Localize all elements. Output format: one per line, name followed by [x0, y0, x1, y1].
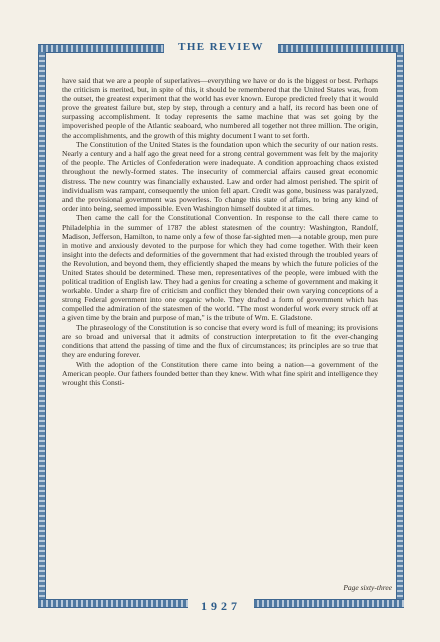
- paragraph-4: The phraseology of the Constitution is so concise that every word is full of meaning; its provisions are so broad and universal that it admits of construction interpretation to fit the ever-changing conditions that attend the passing of time and the flux of circumstances; its principles are so true that they are enduring forever.: [62, 323, 378, 360]
- border-right: [396, 52, 404, 600]
- footer-year: 1927: [201, 599, 241, 613]
- article-body: [62, 76, 378, 387]
- paragraph-2: The Constitution of the United States is the foundation upon which the security of our nation rests. Nearly a century and a half ago the great need for a strong central government was felt by the majority of the people. The Articles of Confederation were inadequate. A condition approaching chaos existed throughout the newly-formed states. The insecurity of commercial affairs caused great economic distress. The new country was financially exhausted. Law and order had almost perished. The spirit of individualism was rampant, consequently the union fell apart. Credit was gone, business was paralyzed, and the provisional government was powerless. To change this state of affairs, to bring any kind of order into being, seemed impossible. Even Washington himself doubted it at times.: [62, 140, 378, 213]
- page-title: THE REVIEW: [178, 41, 264, 53]
- paragraph-1: have said that we are a people of superlatives—everything we have or do is the biggest or best. Perhaps the criticism is merited, but, in spite of this, it should be remembered that the United States was, from the outset, the greatest experiment that the world has ever known. Europe predicted freely that it would prove the greatest failure but, step by step, through a century and a half, its record has been one of surpassing accomplishment. It today represents the same machine that was set going by the impoverished people of the Atlantic seaboard, who numbered all together not three million. The origin, the accomplishments, and the growth of this mighty document I want to set forth.: [62, 76, 378, 140]
- page-number: Page sixty-three: [343, 583, 392, 592]
- paragraph-5: With the adoption of the Constitution there came into being a nation—a government of the American people. Our fathers founded better than they knew. With what fine spirit and intelligence they wrought this Consti-: [62, 359, 378, 388]
- border-left: [38, 52, 46, 600]
- paragraph-3: Then came the call for the Constitutional Convention. In response to the call there came to Philadelphia in the summer of 1787 the ablest statesmen of the country: Washington, Randolf, Madison, Jefferson, Hamilton, to name only a few of those far-sighted men—a notable group, men pure in motive and anxiously devoted to the purpose for which they had come together. With their keen insight into the defects and deformities of the government that had existed through the troubled years of the Revolution, and beyond them, they efficiently shaped the means by which the future policies of the United States should be determined. These men, representatives of the people, were imbued with the political tradition of English law. They had a genius for creating a scheme of government and making it workable. Under a sharp fire of criticism and conflict they blended their own varying conceptions of a strong Federal government into one organic whole. They drafted a form of government which has compelled the admiration of the statesmen of the world. "The most wonderful work every struck off at a given time by the brain and purpose of man," is the tribute of Wm. E. Gladstone.: [62, 213, 378, 323]
